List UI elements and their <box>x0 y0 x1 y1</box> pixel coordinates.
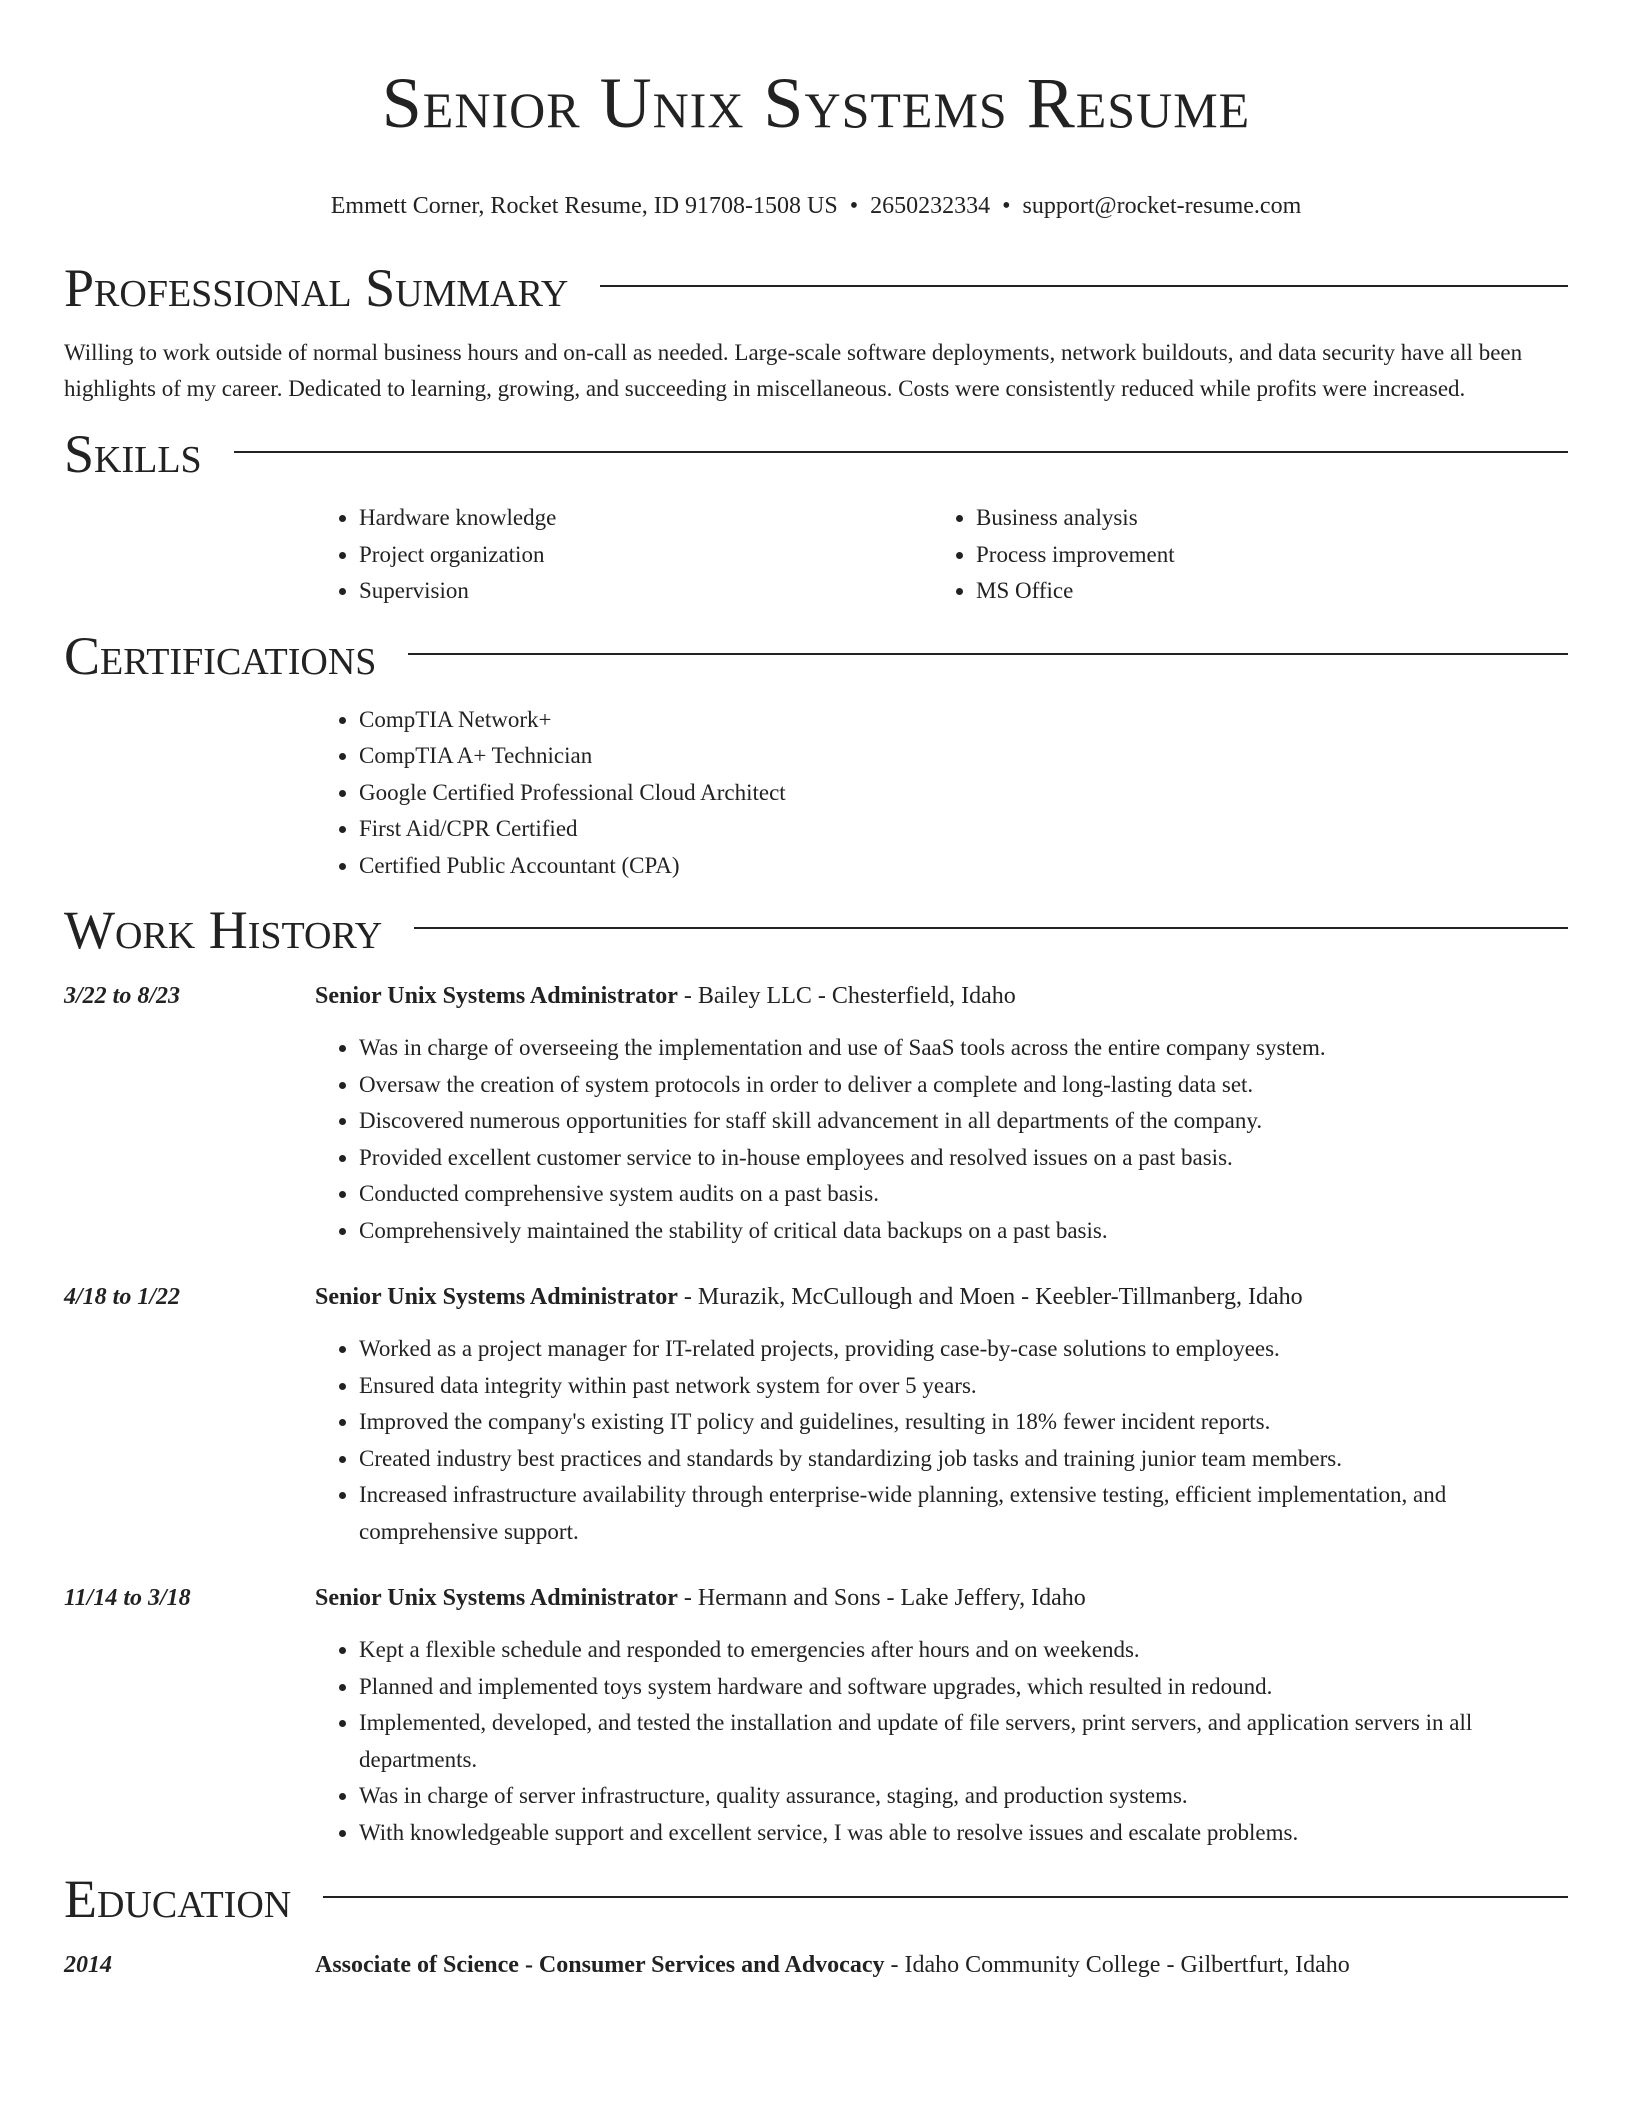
summary-heading: Professional Summary <box>64 258 569 318</box>
job-bullet: • Planned and implemented toys system hardware and software upgrades, which resulted in redound. <box>359 1669 1568 1706</box>
work-history-heading: Work History <box>64 900 383 960</box>
job-bullet: • Was in charge of overseeing the implementation and use of SaaS tools across the entire company system. <box>359 1030 1568 1067</box>
job-bullets <box>315 1632 1568 1851</box>
education-heading: Education <box>64 1869 292 1929</box>
certification-item: • CompTIA A+ Technician <box>359 738 1568 775</box>
resume-page <box>64 0 1568 1981</box>
skills-column-1 <box>315 500 932 610</box>
skills-section-header <box>64 422 1568 486</box>
job-bullet: • With knowledgeable support and excellent service, I was able to resolve issues and escalate problems. <box>359 1815 1568 1852</box>
job-header <box>64 980 1568 1012</box>
summary-text: Willing to work outside of normal business hours and on-call as needed. Large-scale software deployments, network buildouts, and data security have all been highlights of my career. Dedicated to learning, growing, and succeeding in miscellaneous. Costs were consistently reduced while profits were increased. <box>64 340 1523 401</box>
job-title: Senior Unix Systems Administrator <box>315 1585 678 1611</box>
job-company: - Hermann and Sons - Lake Jeffery, Idaho <box>677 1585 1086 1611</box>
contact-email: support@rocket-resume.com <box>1022 193 1302 219</box>
certifications-section-header <box>64 624 1568 688</box>
job-dates: 4/18 to 1/22 <box>64 1284 181 1310</box>
job-bullet: • Implemented, developed, and tested the installation and update of file servers, print servers, and application servers in all departments. <box>359 1705 1568 1778</box>
job-title: Senior Unix Systems Administrator <box>315 983 678 1009</box>
job-entry <box>64 1281 1568 1550</box>
contact-line <box>64 190 1568 222</box>
section-divider <box>234 451 1568 453</box>
skills-column-2 <box>932 500 1549 610</box>
job-bullet: • Conducted comprehensive system audits on a past basis. <box>359 1176 1568 1213</box>
job-bullets <box>315 1030 1568 1249</box>
skill-item: • Process improvement <box>976 537 1549 574</box>
job-bullet: • Worked as a project manager for IT-related projects, providing case-by-case solutions to employees. <box>359 1331 1568 1368</box>
job-company: - Bailey LLC - Chesterfield, Idaho <box>677 983 1016 1009</box>
contact-phone: 2650232334 <box>870 193 991 219</box>
education-year: 2014 <box>64 1952 112 1978</box>
job-bullets <box>315 1331 1568 1550</box>
skill-item: • MS Office <box>976 573 1549 610</box>
skills-list <box>315 500 1568 610</box>
job-bullet: • Ensured data integrity within past network system for over 5 years. <box>359 1368 1568 1405</box>
job-header <box>64 1582 1568 1614</box>
work-history-section-header <box>64 898 1568 962</box>
job-bullet: • Created industry best practices and standards by standardizing job tasks and training junior team members. <box>359 1441 1568 1478</box>
certifications-heading: Certifications <box>64 625 377 686</box>
education-school: - Idaho Community College - Gilbertfurt, Idaho <box>884 1952 1350 1978</box>
skill-item: • Business analysis <box>976 500 1549 537</box>
job-entry <box>64 980 1568 1249</box>
skill-item: • Supervision <box>359 573 932 610</box>
skill-item: • Project organization <box>359 537 932 574</box>
summary-section-header <box>64 256 1568 320</box>
section-divider <box>414 927 1568 929</box>
skill-item: • Hardware knowledge <box>359 500 932 537</box>
certifications-list <box>315 702 1568 885</box>
contact-separator: • <box>1002 193 1011 219</box>
section-divider <box>600 285 1568 287</box>
job-company: - Murazik, McCullough and Moen - Keebler-Tillmanberg, Idaho <box>677 1284 1303 1310</box>
certification-item: • Google Certified Professional Cloud Architect <box>359 775 1568 812</box>
job-bullet: • Improved the company's existing IT policy and guidelines, resulting in 18% fewer incident reports. <box>359 1404 1568 1441</box>
certification-item: • Certified Public Accountant (CPA) <box>359 848 1568 885</box>
skills-heading: Skills <box>64 424 202 484</box>
contact-address: Emmett Corner, Rocket Resume, ID 91708-1508 US <box>330 193 838 219</box>
section-divider <box>323 1896 1568 1898</box>
resume-title: Senior Unix Systems Resume <box>381 63 1251 143</box>
certification-item: • CompTIA Network+ <box>359 702 1568 739</box>
section-divider <box>408 653 1568 655</box>
job-dates: 3/22 to 8/23 <box>64 983 181 1009</box>
job-bullet: • Oversaw the creation of system protocols in order to deliver a complete and long-lasting data set. <box>359 1067 1568 1104</box>
education-section-header <box>64 1867 1568 1931</box>
job-bullet: • Kept a flexible schedule and responded to emergencies after hours and on weekends. <box>359 1632 1568 1669</box>
job-dates: 11/14 to 3/18 <box>64 1585 191 1611</box>
job-title: Senior Unix Systems Administrator <box>315 1284 678 1310</box>
education-entry <box>64 1949 1568 1981</box>
job-bullet: • Increased infrastructure availability through enterprise-wide planning, extensive testing, efficient implementation, and comprehensive support. <box>359 1477 1568 1550</box>
job-bullet: • Was in charge of server infrastructure, quality assurance, staging, and production systems. <box>359 1778 1568 1815</box>
certification-item: • First Aid/CPR Certified <box>359 811 1568 848</box>
job-entry <box>64 1582 1568 1851</box>
job-bullet: • Comprehensively maintained the stability of critical data backups on a past basis. <box>359 1213 1568 1250</box>
education-degree: Associate of Science - Consumer Services and Advocacy <box>315 1952 885 1978</box>
contact-separator: • <box>849 193 859 219</box>
job-header <box>64 1281 1568 1313</box>
job-bullet: • Discovered numerous opportunities for staff skill advancement in all departments of the company. <box>359 1103 1568 1140</box>
job-bullet: • Provided excellent customer service to in-house employees and resolved issues on a past basis. <box>359 1140 1568 1177</box>
